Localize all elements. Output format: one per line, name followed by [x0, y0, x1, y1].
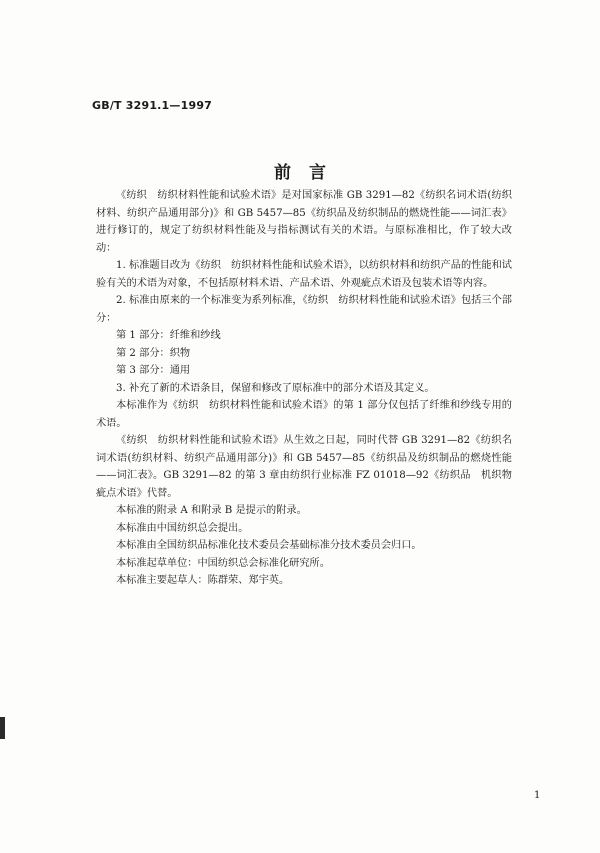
paragraph-replacement: 《纺织 纺织材料性能和试验术语》从生效之日起，同时代替 GB 3291—82《纺织名词术语(纺织材料、纺织产品通用部分)》和 GB 5457—85《纺织品及纺织制品的燃烧性能——词汇表》。GB 3291—82 的第 3 章由纺织行业标准 FZ 01018—92《纺织品 机织物疵点术语》代替。: [96, 435, 512, 499]
paragraph-change-2: 2. 标准由原来的一个标准变为系列标准，《纺织 纺织材料性能和试验术语》包括三个部分：: [96, 295, 512, 324]
page-title: 前言: [274, 163, 344, 183]
scan-edge-mark: [0, 717, 5, 739]
page-number: 1: [534, 790, 541, 801]
paragraph-scope: 本标准作为《纺织 纺织材料性能和试验术语》的第 1 部分仅包括了纤维和纱线专用的术语。: [96, 400, 512, 429]
paragraph-change-3: 3. 补充了新的术语条目，保留和修改了原标准中的部分术语及其定义。: [116, 382, 435, 394]
part-1-item: 第 1 部分：纤维和纱线: [116, 330, 221, 341]
paragraph-proposer: 本标准由中国纺织总会提出。: [116, 522, 249, 534]
paragraph-committee: 本标准由全国纺织品标准化技术委员会基础标准分技术委员会归口。: [116, 540, 422, 551]
paragraph-annex: 本标准的附录 A 和附录 B 是提示的附录。: [116, 505, 307, 516]
foreword-body: [96, 187, 512, 590]
paragraph-drafters: 本标准主要起草人：陈群荣、郑宇英。: [116, 575, 290, 586]
standard-code: GB/T 3291.1—1997: [92, 99, 213, 112]
paragraph-change-1: 1. 标准题目改为《纺织 纺织材料性能和试验术语》，以纺织材料和纺织产品的性能和试验有关的术语为对象，不包括原材料术语、产品术语、外观疵点术语及包装术语等内容。: [96, 260, 512, 289]
part-2-item: 第 2 部分：织物: [116, 347, 191, 359]
paragraph-intro: 《纺织 纺织材料性能和试验术语》是对国家标准 GB 3291—82《纺织名词术语(纺织材料、纺织产品通用部分)》和 GB 5457—85《纺织品及纺织制品的燃烧性能——词汇表》进行修订的，规定了纺织材料性能及与指标测试有关的术语。与原标准相比，作了较大改动：: [96, 190, 512, 254]
part-3-item: 第 3 部分：通用: [116, 365, 191, 376]
paragraph-drafting-unit: 本标准起草单位：中国纺织总会标准化研究所。: [116, 557, 330, 569]
